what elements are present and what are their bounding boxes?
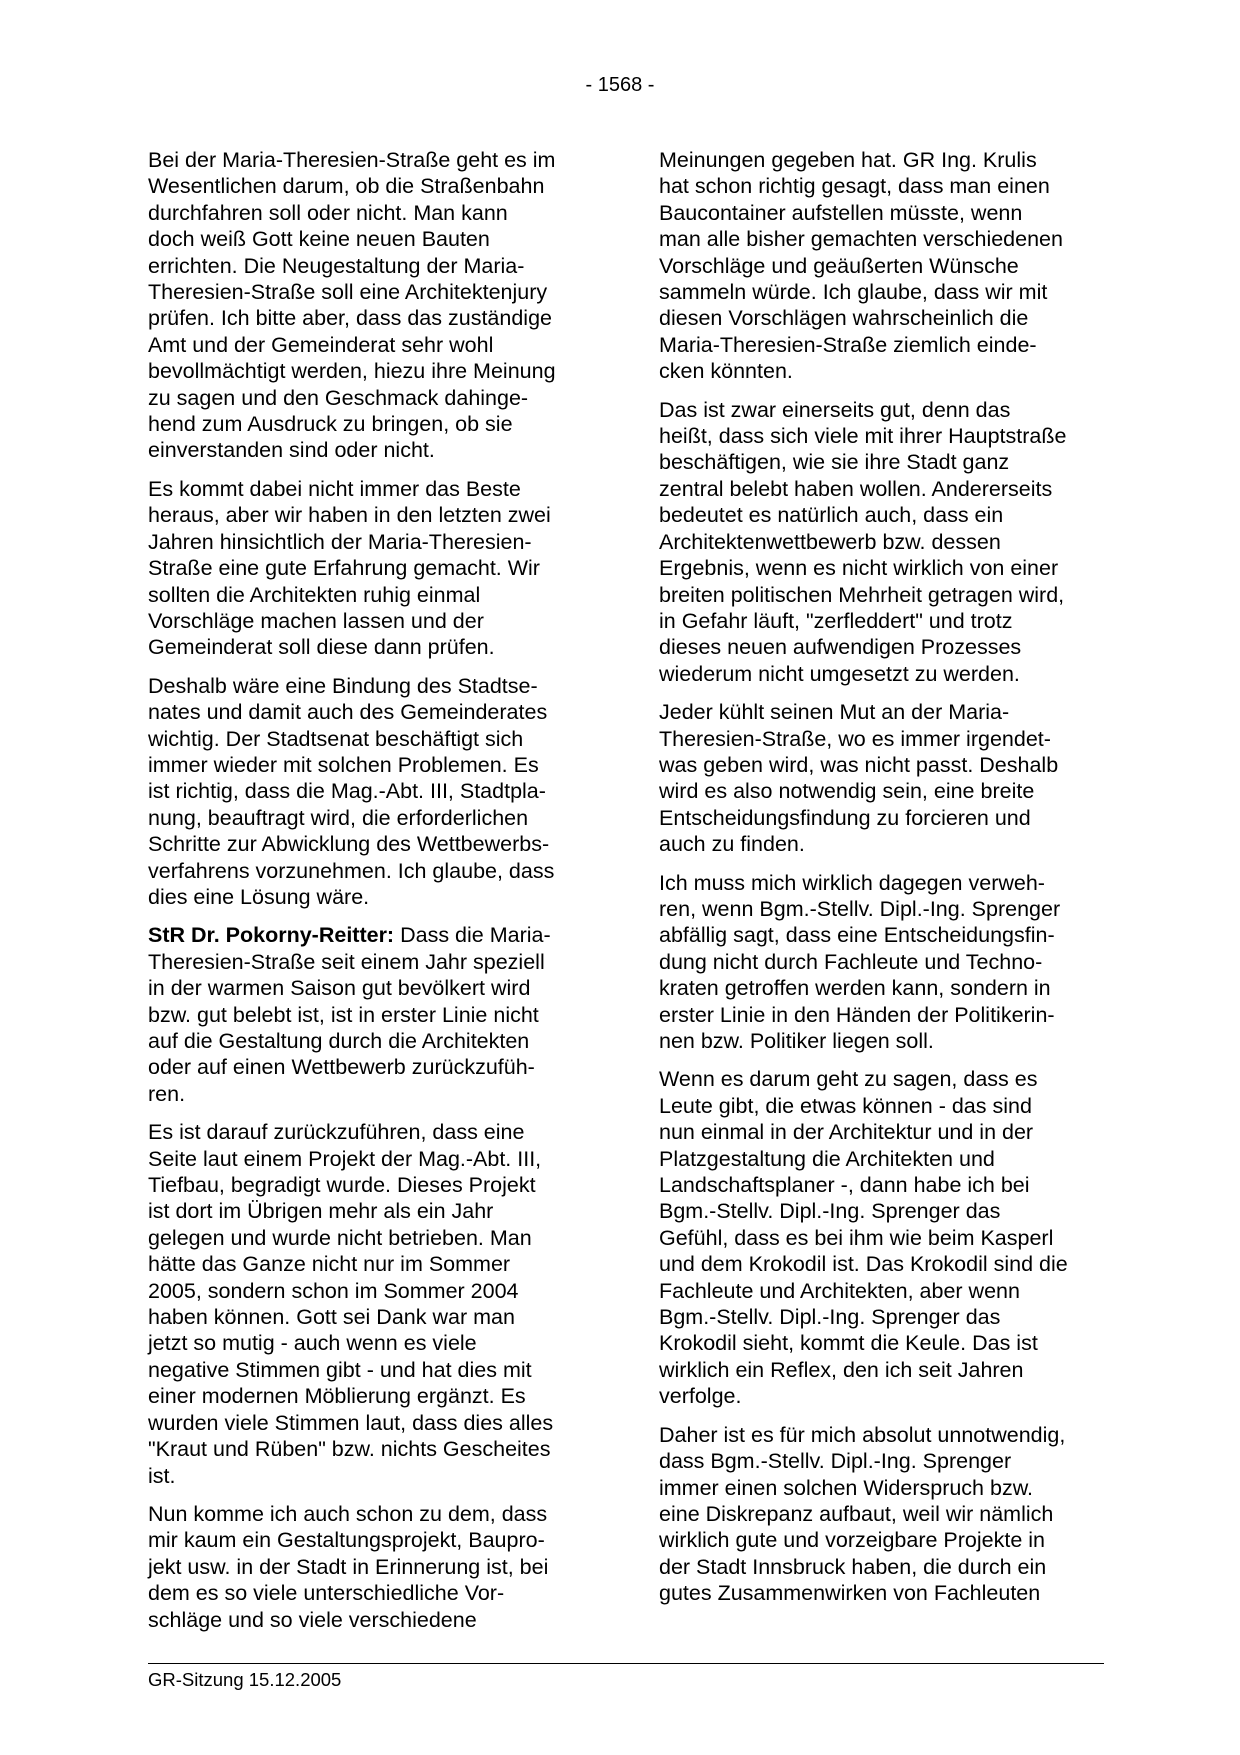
- speaker-name: StR Dr. Pokorny-Reitter:: [148, 923, 395, 948]
- footer-divider: [148, 1663, 1104, 1664]
- paragraph: Nun komme ich auch schon zu dem, dass mir kaum ein Gestaltungsprojekt, Baupro- jekt usw. in der Stadt in Erinnerung ist, bei dem es so viele unterschiedliche Vor- schläge und so viele verschiedene: [148, 1501, 549, 1632]
- paragraph: Daher ist es für mich absolut unnotwendig, dass Bgm.-Stellv. Dipl.-Ing. Sprenger immer einen solchen Widerspruch bzw. eine Diskrepanz aufbaut, weil wir nämlich wirklich gute und vorzeigbare Projekte in der Stadt Innsbruck haben, die durch ein gutes Zusammenwirken von Fachleuten: [659, 1422, 1066, 1606]
- paragraph: Meinungen gegeben hat. GR Ing. Krulis hat schon richtig gesagt, dass man einen Baucontainer aufstellen müsste, wenn man alle bisher gemachten verschiedenen Vorschläge und geäußerten Wünsche sammeln würde. Ich glaube, dass wir mit diesen Vorschlägen wahrscheinlich die Maria-Theresien-Straße ziemlich einde- cken könnten.: [659, 148, 1063, 384]
- paragraph: Es ist darauf zurückzuführen, dass eine Seite laut einem Projekt der Mag.-Abt. III, Tiefbau, begradigt wurde. Dieses Projekt ist dort im Übrigen mehr als ein Jahr gelegen und wurde nicht betrieben. Man hätte das Ganze nicht nur im Sommer 2005, sondern schon im Sommer 2004 haben können. Gott sei Dank war man jetzt so mutig - auch wenn es viele negative Stimmen gibt - und hat dies mit einer modernen Möblierung ergänzt. Es wurden viele Stimmen laut, dass dies alles "Kraut und Rüben" bzw. nichts Gescheites ist.: [148, 1120, 554, 1488]
- right-column: [659, 147, 1115, 1619]
- paragraph: Deshalb wäre eine Bindung des Stadtse- nates und damit auch des Gemeinderates wichtig. Der Stadtsenat beschäftigt sich immer wieder mit solchen Problemen. Es ist richtig, dass die Mag.-Abt. III, Stadtpla- nung, beauftragt wird, die erforderlichen Schritte zur Abwicklung des Wettbewerbs- verfahrens vorzunehmen. Ich glaube, dass dies eine Lösung wäre.: [148, 673, 555, 909]
- speaker-paragraph: [148, 922, 608, 1107]
- footer-session-date: GR-Sitzung 15.12.2005: [148, 1669, 342, 1690]
- paragraph: Wenn es darum geht zu sagen, dass es Leute gibt, die etwas können - das sind nun einmal in der Architektur und in der Platzgestaltung die Architekten und Landschaftsplaner -, dann habe ich bei Bgm.-Stellv. Dipl.-Ing. Sprenger das Gefühl, dass es bei ihm wie beim Kasperl und dem Krokodil ist. Das Krokodil sind die Fachleute und Architekten, aber wenn Bgm.-Stellv. Dipl.-Ing. Sprenger das Krokodil sieht, kommt die Keule. Das ist wirklich ein Reflex, den ich seit Jahren verfolge.: [659, 1067, 1068, 1409]
- paragraph: Ich muss mich wirklich dagegen verweh- ren, wenn Bgm.-Stellv. Dipl.-Ing. Sprenger abfällig sagt, dass eine Entscheidungsfin- dung nicht durch Fachleute und Techno- kraten getroffen werden kann, sondern in erster Linie in den Händen der Politikerin- nen bzw. Politiker liegen soll.: [659, 870, 1061, 1053]
- speaker-text: Dass die Maria- Theresien-Straße seit einem Jahr speziell in der warmen Saison gut bevölkert wird bzw. gut belebt ist, ist in erster Linie nicht auf die Gestaltung durch die Architekten oder auf einen Wettbewerb zurückzufüh- ren.: [148, 923, 551, 1106]
- paragraph: Jeder kühlt seinen Mut an der Maria- Theresien-Straße, wo es immer irgendet- was geben wird, was nicht passt. Deshalb wird es also notwendig sein, eine breite Entscheidungsfindung zu forcieren und auch zu finden.: [659, 700, 1059, 857]
- paragraph: Das ist zwar einerseits gut, denn das heißt, dass sich viele mit ihrer Hauptstraße beschäftigen, wie sie ihre Stadt ganz zentral belebt haben wollen. Andererseits bedeutet es natürlich auch, dass ein Architektenwettbewerb bzw. dessen Ergebnis, wenn es nicht wirklich von einer breiten politischen Mehrheit getragen wird, in Gefahr läuft, "zerfleddert" und trotz dieses neuen aufwendigen Prozesses wiederum nicht umgesetzt zu werden.: [659, 397, 1067, 686]
- page-number: - 1568 -: [585, 74, 655, 96]
- paragraph: Es kommt dabei nicht immer das Beste heraus, aber wir haben in den letzten zwei Jahren hinsichtlich der Maria-Theresien- Straße eine gute Erfahrung gemacht. Wir sollten die Architekten ruhig einmal Vorschläge machen lassen und der Gemeinderat soll diese dann prüfen.: [148, 476, 551, 660]
- left-column: [148, 147, 608, 1645]
- paragraph: Bei der Maria-Theresien-Straße geht es im Wesentlichen darum, ob die Straßenbahn durchfahren soll oder nicht. Man kann doch weiß Gott keine neuen Bauten errichten. Die Neugestaltung der Maria- Theresien-Straße soll eine Architektenjury prüfen. Ich bitte aber, dass das zuständige Amt und der Gemeinderat sehr wohl bevollmächtigt werden, hiezu ihre Meinung zu sagen und den Geschmack dahinge- hend zum Ausdruck zu bringen, ob sie einverstanden sind oder nicht.: [148, 148, 556, 463]
